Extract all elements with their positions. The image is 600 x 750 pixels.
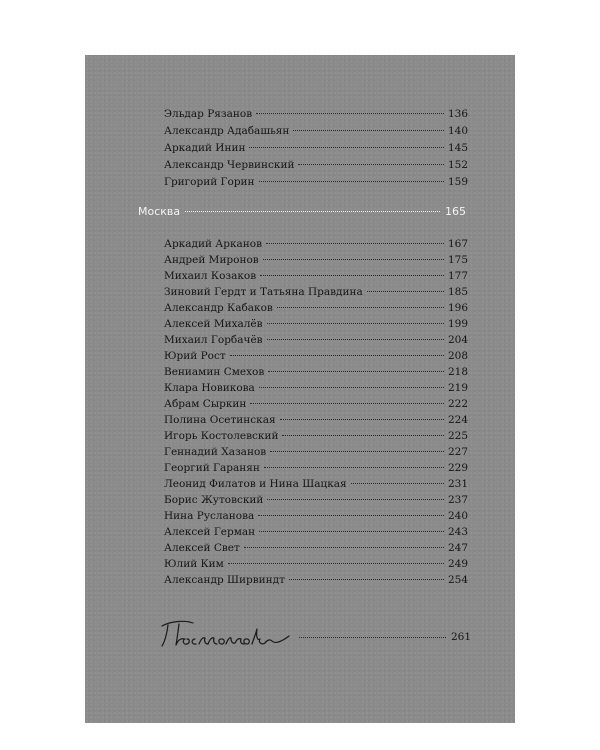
dot-leader: [259, 531, 444, 532]
toc-entry-page: 159: [447, 176, 468, 188]
dot-leader: [266, 243, 444, 244]
toc-entry-name: Абрам Сыркин: [164, 398, 247, 410]
toc-entry-name: Алексей Герман: [164, 526, 256, 538]
toc-entry[interactable]: [164, 141, 468, 155]
dot-leader: [228, 563, 444, 564]
dot-leader: [267, 323, 444, 324]
dot-leader: [250, 403, 444, 404]
toc-entry-page: 196: [447, 302, 468, 314]
toc-entry[interactable]: [164, 365, 468, 379]
dot-leader: [259, 181, 444, 182]
toc-entry-name: Михаил Горбачёв: [164, 334, 263, 346]
toc-entry-page: 204: [447, 334, 468, 346]
dot-leader: [277, 307, 444, 308]
toc-entry[interactable]: [164, 429, 468, 443]
toc-entry-page: 227: [447, 446, 468, 458]
dot-leader: [298, 164, 443, 165]
dot-leader: [249, 147, 444, 148]
book-page: [85, 55, 515, 723]
toc-entry-name: Юлий Ким: [164, 558, 224, 570]
toc-entry-name: Вениамин Смехов: [164, 366, 265, 378]
toc-entry-name: Клара Новикова: [164, 382, 255, 394]
toc-entry[interactable]: [164, 445, 468, 459]
toc-entry-page: 218: [447, 366, 468, 378]
toc-entry-page: 136: [447, 108, 468, 120]
toc-entry-name: Аркадий Арканов: [164, 238, 263, 250]
dot-leader: [351, 483, 444, 484]
toc-entry[interactable]: [164, 573, 468, 587]
toc-entry[interactable]: [164, 413, 468, 427]
toc-entry-name: Полина Осетинская: [164, 414, 276, 426]
dot-leader: [289, 579, 444, 580]
toc-entry[interactable]: [164, 317, 468, 331]
toc-entry[interactable]: [164, 253, 468, 267]
toc-entry-page: 208: [447, 350, 468, 362]
dot-leader: [258, 515, 444, 516]
toc-entry-page: 247: [447, 542, 468, 554]
toc-entry-page: 167: [447, 238, 468, 250]
toc-entry-page: 145: [447, 142, 468, 154]
toc-entry[interactable]: [164, 175, 468, 189]
toc-entry-name: Алексей Свет: [164, 542, 240, 554]
toc-entry[interactable]: [164, 525, 468, 539]
dot-leader: [256, 113, 444, 114]
toc-entry-name: Аркадий Инин: [164, 142, 246, 154]
toc-entry[interactable]: [164, 541, 468, 555]
dot-leader: [267, 339, 444, 340]
toc-entry-page: 249: [447, 558, 468, 570]
toc-entry[interactable]: [164, 237, 468, 251]
toc-entry[interactable]: [164, 301, 468, 315]
toc-entry-page: 237: [447, 494, 468, 506]
toc-entry-page: 254: [447, 574, 468, 586]
toc-entry[interactable]: [164, 333, 468, 347]
dot-leader: [185, 211, 440, 212]
toc-entry-name: Александр Адабашьян: [164, 125, 290, 137]
toc-entry-page: 243: [447, 526, 468, 538]
dot-leader: [267, 499, 444, 500]
toc-entry[interactable]: [164, 285, 468, 299]
toc-entry-page: 225: [447, 430, 468, 442]
dot-leader: [264, 467, 444, 468]
dot-leader: [259, 387, 444, 388]
dot-leader: [299, 637, 446, 638]
toc-entry-page: 222: [447, 398, 468, 410]
toc-entry-page: 199: [447, 318, 468, 330]
toc-section-page: 165: [445, 205, 466, 218]
toc-entry-name: Леонид Филатов и Нина Шацкая: [164, 478, 347, 490]
toc-afterword-page: 261: [450, 631, 471, 643]
dot-leader: [293, 130, 444, 131]
toc-entry-name: Геннадий Хазанов: [164, 446, 267, 458]
dot-leader: [260, 275, 444, 276]
toc-entry[interactable]: [164, 461, 468, 475]
toc-entry-page: 224: [447, 414, 468, 426]
toc-entry[interactable]: [164, 557, 468, 571]
toc-entry-page: 175: [447, 254, 468, 266]
toc-entry[interactable]: [164, 158, 468, 172]
toc-entry-name: Юрий Рост: [164, 350, 226, 362]
toc-entry-name: Александр Кабаков: [164, 302, 273, 314]
toc-entry-page: 152: [447, 159, 468, 171]
toc-entry[interactable]: [164, 107, 468, 121]
toc-entry-page: 219: [447, 382, 468, 394]
toc-entry[interactable]: [164, 509, 468, 523]
toc-entry-name: Эльдар Рязанов: [164, 108, 253, 120]
toc-entry-name: Михаил Козаков: [164, 270, 257, 282]
toc-entry-name: Зиновий Гердт и Татьяна Правдина: [164, 286, 363, 298]
toc-afterword[interactable]: [159, 617, 471, 649]
toc-entry[interactable]: [164, 493, 468, 507]
toc-entry[interactable]: [164, 381, 468, 395]
toc-entry-name: Борис Жутовский: [164, 494, 264, 506]
toc-entry[interactable]: [164, 124, 468, 138]
dot-leader: [367, 291, 444, 292]
toc-entry[interactable]: [164, 477, 468, 491]
toc-entry-name: Андрей Миронов: [164, 254, 259, 266]
toc-entry-name: Нина Русланова: [164, 510, 255, 522]
dot-leader: [244, 547, 444, 548]
toc-entry-name: Александр Червинский: [164, 159, 295, 171]
toc-entry-page: 240: [447, 510, 468, 522]
toc-entry-name: Александр Ширвиндт: [164, 574, 285, 586]
toc-entry-page: 229: [447, 462, 468, 474]
toc-section-moscow[interactable]: [138, 205, 466, 219]
toc-entry-name: Георгий Гаранян: [164, 462, 260, 474]
toc-entry-page: 231: [447, 478, 468, 490]
toc-entry-page: 177: [447, 270, 468, 282]
dot-leader: [268, 371, 444, 372]
toc-entry-name: Григорий Горин: [164, 176, 255, 188]
toc-entry-page: 140: [447, 125, 468, 137]
afterword-handwritten-title: [159, 617, 294, 649]
dot-leader: [263, 259, 444, 260]
toc-entry-page: 185: [447, 286, 468, 298]
table-of-contents: [85, 55, 515, 723]
toc-entry[interactable]: [164, 269, 468, 283]
dot-leader: [270, 451, 444, 452]
dot-leader: [282, 435, 444, 436]
toc-entry[interactable]: [164, 397, 468, 411]
dot-leader: [280, 419, 444, 420]
toc-entry-name: Игорь Костолевский: [164, 430, 279, 442]
toc-section-name: Москва: [138, 205, 181, 218]
toc-entry-name: Алексей Михалёв: [164, 318, 263, 330]
toc-entry[interactable]: [164, 349, 468, 363]
dot-leader: [230, 355, 444, 356]
